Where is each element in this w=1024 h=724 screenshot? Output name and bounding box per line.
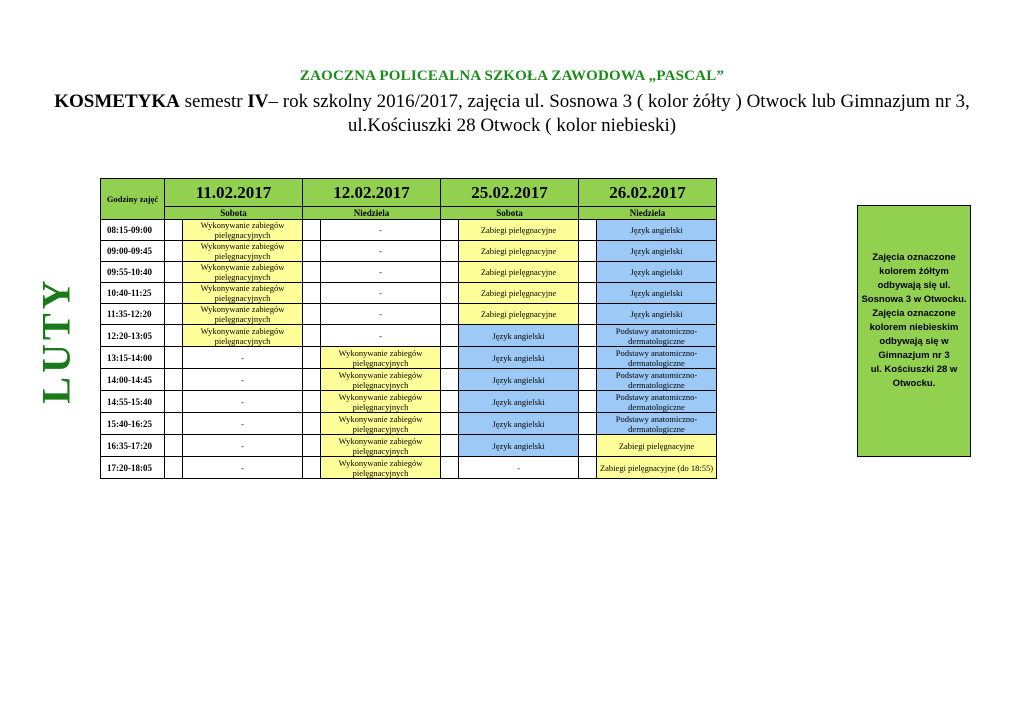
class-cell: Zabiegi pielęgnacyjne bbox=[459, 241, 579, 262]
empty-cell bbox=[165, 304, 183, 325]
day-weekday-header: Sobota bbox=[165, 207, 303, 220]
class-cell: Wykonywanie zabiegów pielęgnacyjnych bbox=[321, 435, 441, 457]
time-slot: 16:35-17:20 bbox=[101, 435, 165, 457]
class-cell: Język angielski bbox=[459, 325, 579, 347]
empty-cell bbox=[165, 325, 183, 347]
day-date-header: 26.02.2017 bbox=[579, 179, 717, 207]
empty-cell bbox=[165, 413, 183, 435]
location-legend-text: Zajęcia oznaczone kolorem żółtym odbywają się ul. Sosnowa 3 w Otwocku. Zajęcia oznaczone kolorem niebieskim odbywają się w Gimnazjum nr 3 ul. Kościuszki 28 w Otwocku. bbox=[861, 252, 967, 389]
class-cell: Język angielski bbox=[597, 220, 717, 241]
semester-number: IV bbox=[247, 91, 269, 112]
month-text: LUTY bbox=[33, 276, 79, 404]
class-cell: Wykonywanie zabiegów pielęgnacyjnych bbox=[321, 457, 441, 479]
time-slot: 15:40-16:25 bbox=[101, 413, 165, 435]
class-cell: Zabiegi pielęgnacyjne bbox=[597, 435, 717, 457]
course-name: KOSMETYKA bbox=[54, 91, 180, 112]
empty-cell bbox=[441, 369, 459, 391]
empty-cell bbox=[579, 413, 597, 435]
class-cell: - bbox=[183, 457, 303, 479]
school-name: ZAOCZNA POLICEALNA SZKOŁA ZAWODOWA „PASCAL” bbox=[299, 68, 725, 84]
class-cell: Język angielski bbox=[597, 283, 717, 304]
empty-cell bbox=[303, 262, 321, 283]
schedule-subtitle bbox=[50, 90, 974, 138]
day-weekday-header: Sobota bbox=[441, 207, 579, 220]
empty-cell bbox=[303, 325, 321, 347]
day-weekday-header: Niedziela bbox=[579, 207, 717, 220]
class-cell: Język angielski bbox=[597, 262, 717, 283]
class-cell: Język angielski bbox=[459, 413, 579, 435]
empty-cell bbox=[441, 347, 459, 369]
empty-cell bbox=[441, 325, 459, 347]
empty-cell bbox=[165, 435, 183, 457]
empty-cell bbox=[303, 304, 321, 325]
class-cell: Wykonywanie zabiegów pielęgnacyjnych bbox=[321, 391, 441, 413]
schedule-row bbox=[101, 283, 717, 304]
class-cell: - bbox=[459, 457, 579, 479]
class-cell: Zabiegi pielęgnacyjne bbox=[459, 283, 579, 304]
day-date-header: 11.02.2017 bbox=[165, 179, 303, 207]
empty-cell bbox=[303, 457, 321, 479]
class-cell: - bbox=[183, 435, 303, 457]
location-legend-note bbox=[857, 205, 971, 457]
schedule-row bbox=[101, 220, 717, 241]
empty-cell bbox=[441, 391, 459, 413]
empty-cell bbox=[441, 241, 459, 262]
empty-cell bbox=[165, 457, 183, 479]
class-cell: - bbox=[183, 413, 303, 435]
empty-cell bbox=[165, 391, 183, 413]
class-cell: Wykonywanie zabiegów pielęgnacyjnych bbox=[183, 220, 303, 241]
empty-cell bbox=[303, 283, 321, 304]
class-cell: Zabiegi pielęgnacyjne bbox=[459, 304, 579, 325]
day-date-header: 12.02.2017 bbox=[303, 179, 441, 207]
class-cell: Język angielski bbox=[459, 391, 579, 413]
schedule-row bbox=[101, 304, 717, 325]
class-cell: - bbox=[321, 304, 441, 325]
class-cell: Wykonywanie zabiegów pielęgnacyjnych bbox=[183, 283, 303, 304]
class-cell: - bbox=[321, 325, 441, 347]
empty-cell bbox=[165, 220, 183, 241]
class-cell: Wykonywanie zabiegów pielęgnacyjnych bbox=[321, 369, 441, 391]
empty-cell bbox=[579, 220, 597, 241]
time-slot: 14:00-14:45 bbox=[101, 369, 165, 391]
schedule-row bbox=[101, 262, 717, 283]
time-slot: 11:35-12:20 bbox=[101, 304, 165, 325]
class-cell: Wykonywanie zabiegów pielęgnacyjnych bbox=[183, 304, 303, 325]
class-cell: - bbox=[183, 391, 303, 413]
empty-cell bbox=[579, 304, 597, 325]
class-cell: Wykonywanie zabiegów pielęgnacyjnych bbox=[321, 413, 441, 435]
class-cell: Język angielski bbox=[459, 347, 579, 369]
empty-cell bbox=[441, 435, 459, 457]
empty-cell bbox=[303, 347, 321, 369]
class-cell: Wykonywanie zabiegów pielęgnacyjnych bbox=[321, 347, 441, 369]
class-cell: Podstawy anatomiczno-dermatologiczne bbox=[597, 347, 717, 369]
empty-cell bbox=[303, 435, 321, 457]
class-cell: - bbox=[321, 262, 441, 283]
empty-cell bbox=[303, 241, 321, 262]
time-slot: 09:00-09:45 bbox=[101, 241, 165, 262]
empty-cell bbox=[579, 435, 597, 457]
class-cell: - bbox=[183, 369, 303, 391]
schedule-table bbox=[100, 178, 717, 479]
empty-cell bbox=[579, 457, 597, 479]
hours-header: Godziny zajęć bbox=[101, 179, 165, 220]
class-cell: Podstawy anatomiczno-dermatologiczne bbox=[597, 325, 717, 347]
time-slot: 17:20-18:05 bbox=[101, 457, 165, 479]
empty-cell bbox=[303, 391, 321, 413]
time-slot: 08:15-09:00 bbox=[101, 220, 165, 241]
empty-cell bbox=[441, 220, 459, 241]
month-label bbox=[26, 276, 86, 404]
empty-cell bbox=[303, 413, 321, 435]
class-cell: Wykonywanie zabiegów pielęgnacyjnych bbox=[183, 262, 303, 283]
class-cell: Zabiegi pielęgnacyjne bbox=[459, 220, 579, 241]
time-slot: 14:55-15:40 bbox=[101, 391, 165, 413]
class-cell: Zabiegi pielęgnacyjne (do 18:55) bbox=[597, 457, 717, 479]
schedule-row bbox=[101, 413, 717, 435]
empty-cell bbox=[165, 369, 183, 391]
time-slot: 10:40-11:25 bbox=[101, 283, 165, 304]
class-cell: Język angielski bbox=[459, 369, 579, 391]
day-date-header: 25.02.2017 bbox=[441, 179, 579, 207]
class-cell: Język angielski bbox=[597, 304, 717, 325]
time-slot: 09:55-10:40 bbox=[101, 262, 165, 283]
time-slot: 12:20-13:05 bbox=[101, 325, 165, 347]
empty-cell bbox=[165, 347, 183, 369]
schedule-row bbox=[101, 435, 717, 457]
empty-cell bbox=[579, 283, 597, 304]
class-cell: Podstawy anatomiczno-dermatologiczne bbox=[597, 413, 717, 435]
class-cell: - bbox=[321, 283, 441, 304]
empty-cell bbox=[441, 262, 459, 283]
empty-cell bbox=[441, 283, 459, 304]
class-cell: - bbox=[183, 347, 303, 369]
class-cell: Zabiegi pielęgnacyjne bbox=[459, 262, 579, 283]
schedule-row bbox=[101, 369, 717, 391]
empty-cell bbox=[303, 220, 321, 241]
class-cell: - bbox=[321, 241, 441, 262]
empty-cell bbox=[165, 283, 183, 304]
subtitle-line-2: ul.Kościuszki 28 Otwock ( kolor niebieski) bbox=[347, 115, 677, 136]
empty-cell bbox=[579, 391, 597, 413]
schedule-row bbox=[101, 457, 717, 479]
class-cell: Podstawy anatomiczno-dermatologiczne bbox=[597, 391, 717, 413]
subtitle-part-a: semestr bbox=[179, 91, 248, 112]
schedule-row bbox=[101, 347, 717, 369]
empty-cell bbox=[165, 262, 183, 283]
class-cell: Podstawy anatomiczno-dermatologiczne bbox=[597, 369, 717, 391]
subtitle-part-b: – rok szkolny 2016/2017, zajęcia ul. Sosnowa 3 ( kolor żółty ) Otwock lub Gimnazjum nr 3, bbox=[268, 91, 970, 112]
schedule-row bbox=[101, 391, 717, 413]
empty-cell bbox=[579, 369, 597, 391]
empty-cell bbox=[579, 262, 597, 283]
empty-cell bbox=[441, 413, 459, 435]
time-slot: 13:15-14:00 bbox=[101, 347, 165, 369]
empty-cell bbox=[441, 457, 459, 479]
class-cell: - bbox=[321, 220, 441, 241]
day-weekday-header: Niedziela bbox=[303, 207, 441, 220]
empty-cell bbox=[303, 369, 321, 391]
schedule-row bbox=[101, 325, 717, 347]
schedule-row bbox=[101, 241, 717, 262]
empty-cell bbox=[165, 241, 183, 262]
class-cell: Wykonywanie zabiegów pielęgnacyjnych bbox=[183, 241, 303, 262]
empty-cell bbox=[441, 304, 459, 325]
empty-cell bbox=[579, 325, 597, 347]
class-cell: Język angielski bbox=[597, 241, 717, 262]
empty-cell bbox=[579, 241, 597, 262]
class-cell: Wykonywanie zabiegów pielęgnacyjnych bbox=[183, 325, 303, 347]
empty-cell bbox=[579, 347, 597, 369]
class-cell: Język angielski bbox=[459, 435, 579, 457]
